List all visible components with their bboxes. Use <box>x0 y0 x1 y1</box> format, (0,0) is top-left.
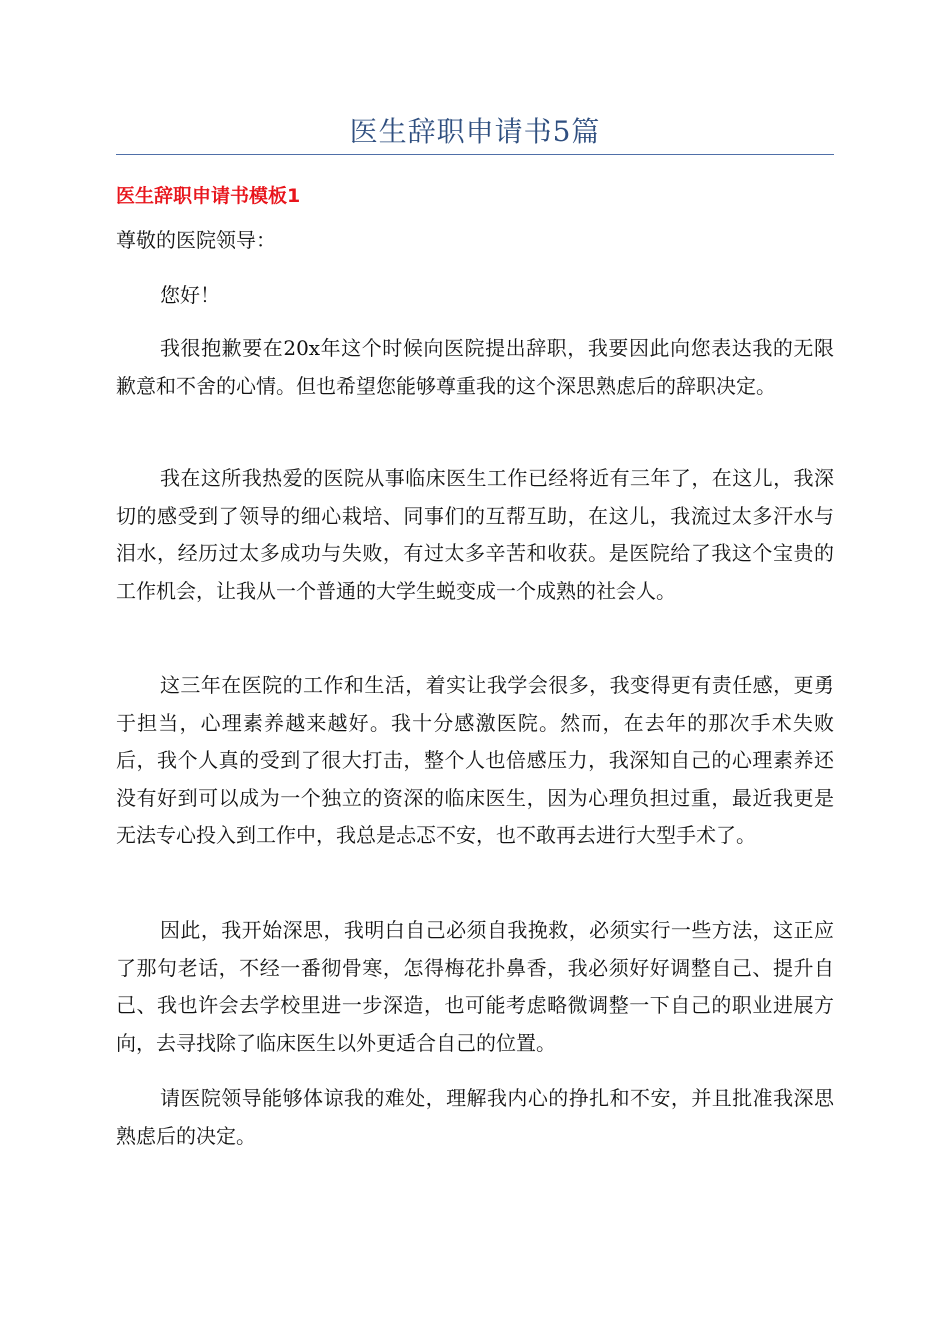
paragraph: 我很抱歉要在20x年这个时候向医院提出辞职，我要因此向您表达我的无限歉意和不舍的心情。但也希望您能够尊重我的这个深思熟虑后的辞职决定。 <box>116 336 834 398</box>
paragraph: 请医院领导能够体谅我的难处，理解我内心的挣扎和不安，并且批准我深思熟虑后的决定。 <box>116 1086 834 1148</box>
paragraph: 因此，我开始深思，我明白自己必须自我挽救，必须实行一些方法，这正应了那句老话，不经一番彻骨寒，怎得梅花扑鼻香，我必须好好调整自己、提升自己、我也许会去学校里进一步深造，也可能考虑略微调整一下自己的职业进展方向，去寻找除了临床医生以外更适合自己的位置。 <box>116 918 834 1055</box>
paragraph: 这三年在医院的工作和生活，着实让我学会很多，我变得更有责任感，更勇于担当，心理素养越来越好。我十分感激医院。然而，在去年的那次手术失败后，我个人真的受到了很大打击，整个人也倍感压力，我深知自己的心理素养还没有好到可以成为一个独立的资深的临床医生，因为心理负担过重，最近我更是无法专心投入到工作中，我总是忐忑不安，也不敢再去进行大型手术了。 <box>116 673 834 847</box>
document-title: 医生辞职申请书5篇 <box>349 115 601 148</box>
section-heading: 医生辞职申请书模板1 <box>116 185 301 207</box>
greeting: 您好！ <box>160 283 220 307</box>
salutation: 尊敬的医院领导： <box>116 228 276 252</box>
title-divider <box>116 154 834 155</box>
paragraph: 我在这所我热爱的医院从事临床医生工作已经将近有三年了，在这儿，我深切的感受到了领导的细心栽培、同事们的互帮互助，在这儿，我流过太多汗水与泪水，经历过太多成功与失败，有过太多辛苦和收获。是医院给了我这个宝贵的工作机会，让我从一个普通的大学生蜕变成一个成熟的社会人。 <box>116 466 834 603</box>
